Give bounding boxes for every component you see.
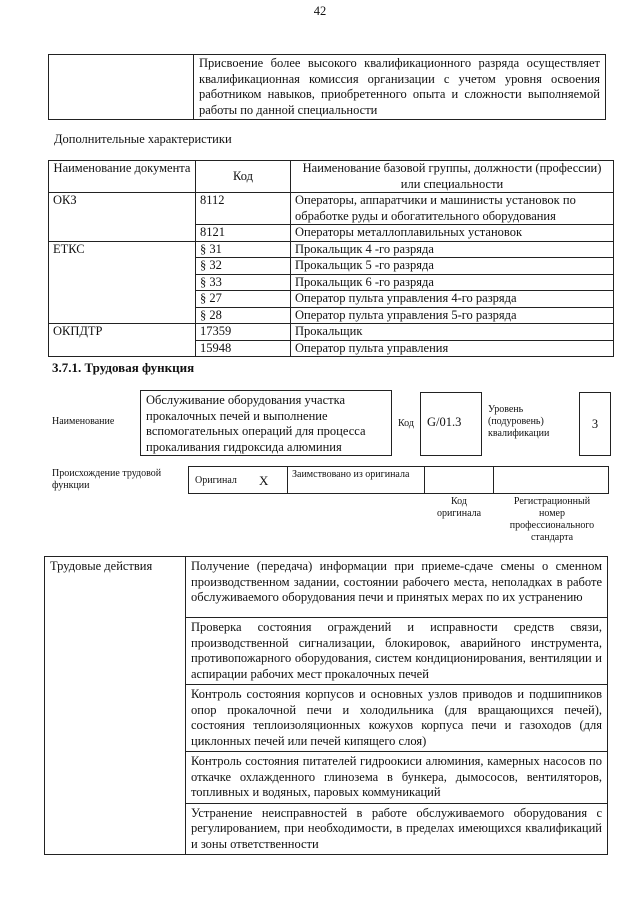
name-cell: Оператор пульта управления bbox=[291, 340, 614, 357]
doc-cell: ОКПДТР bbox=[49, 324, 196, 357]
action-item: Получение (передача) информации при приеме-сдаче смены о сменном производственном задании, состоянии рабочего места, неполадках в работе обслуживаемого оборудования печи и принятых мерах по их устранению bbox=[186, 557, 608, 618]
doc-cell: ЕТКС bbox=[49, 241, 196, 324]
additional-table bbox=[48, 160, 614, 357]
qualification-note-table bbox=[48, 54, 606, 120]
code-caption: Код оригинала bbox=[436, 496, 482, 519]
name-cell: Прокальщик bbox=[291, 324, 614, 341]
actions-label: Трудовые действия bbox=[45, 557, 186, 855]
level-label: Уровень (подуровень) квалификации bbox=[488, 404, 550, 439]
page-number: 42 bbox=[313, 4, 327, 18]
code-cell: § 28 bbox=[196, 307, 291, 324]
function-name: Обслуживание оборудования участка прокалочных печей и выполнение вспомогательных операций для процесса прокаливания гидроксида алюминия bbox=[140, 390, 392, 456]
borrowed-cell: Заимствовано из оригинала bbox=[287, 466, 425, 494]
reg-number-cell bbox=[493, 466, 609, 494]
name-cell: Прокальщик 4 -го разряда bbox=[291, 241, 614, 258]
name-cell: Оператор пульта управления 4-го разряда bbox=[291, 291, 614, 308]
name-cell: Операторы металлоплавильных установок bbox=[291, 225, 614, 242]
name-cell: Прокальщик 6 -го разряда bbox=[291, 274, 614, 291]
section-title: 3.7.1. Трудовая функция bbox=[52, 360, 195, 375]
qualification-note: Присвоение более высокого квалификационного разряда осуществляет квалификационная комиссия организации с учетом уровня освоения работником навыков, приобретенного опыта и сложности выполняемой работы по данной специальности bbox=[194, 55, 606, 120]
name-cell: Прокальщик 5 -го разряда bbox=[291, 258, 614, 275]
name-cell: Операторы, аппаратчики и машинисты установок по обработке руды и обогатительного оборудования bbox=[291, 193, 614, 225]
name-label: Наименование bbox=[52, 416, 115, 427]
doc-cell: ОКЗ bbox=[49, 193, 196, 242]
origin-label: Происхождение трудовой функции bbox=[52, 468, 162, 491]
code-cell: § 33 bbox=[196, 274, 291, 291]
original-cell bbox=[188, 466, 288, 494]
original-code-cell bbox=[424, 466, 494, 494]
code-cell: 8112 bbox=[196, 193, 291, 225]
header-name: Наименование базовой группы, должности (профессии) или специальности bbox=[291, 161, 614, 193]
action-item: Устранение неисправностей в работе обслуживаемого оборудования с регулированием, при необходимости, в пределах имеющихся квалификаций и зоны ответственности bbox=[186, 803, 608, 855]
header-doc: Наименование документа bbox=[49, 161, 196, 193]
code-label: Код bbox=[398, 418, 414, 429]
action-item: Контроль состояния корпусов и основных узлов приводов и подшипников опор прокалочной печи и холодильника (для вращающихся печей), состояния теплоизоляционных кожухов корпуса печи и газоходов (для циклонных печей или печей кипящего слоя) bbox=[186, 685, 608, 752]
additional-title: Дополнительные характеристики bbox=[54, 132, 232, 146]
actions-table bbox=[44, 556, 608, 855]
function-level: 3 bbox=[579, 392, 611, 456]
code-cell: § 31 bbox=[196, 241, 291, 258]
code-cell: § 27 bbox=[196, 291, 291, 308]
code-cell: 8121 bbox=[196, 225, 291, 242]
name-cell: Оператор пульта управления 5-го разряда bbox=[291, 307, 614, 324]
code-cell: § 32 bbox=[196, 258, 291, 275]
reg-caption: Регистрационный номер профессионального стандарта bbox=[509, 496, 595, 543]
header-code: Код bbox=[196, 161, 291, 193]
code-cell: 17359 bbox=[196, 324, 291, 341]
action-item: Контроль состояния питателей гидроокиси алюминия, камерных насосов по откачке охлажденного глинозема в бункера, дымососов, вентиляторов, топливных и водяных, паровых коммуникаций bbox=[186, 752, 608, 804]
action-item: Проверка состояния ограждений и исправности средств связи, производственной сигнализации, блокировок, аварийного инструмента, противопожарного оборудования, систем кондиционирования, вентиляции и аспирации рабочих мест прокалочных печей bbox=[186, 618, 608, 685]
code-cell: 15948 bbox=[196, 340, 291, 357]
original-mark: X bbox=[259, 473, 269, 488]
empty-cell bbox=[49, 55, 194, 120]
original-label: Оригинал bbox=[195, 475, 237, 486]
function-code: G/01.3 bbox=[420, 392, 482, 456]
